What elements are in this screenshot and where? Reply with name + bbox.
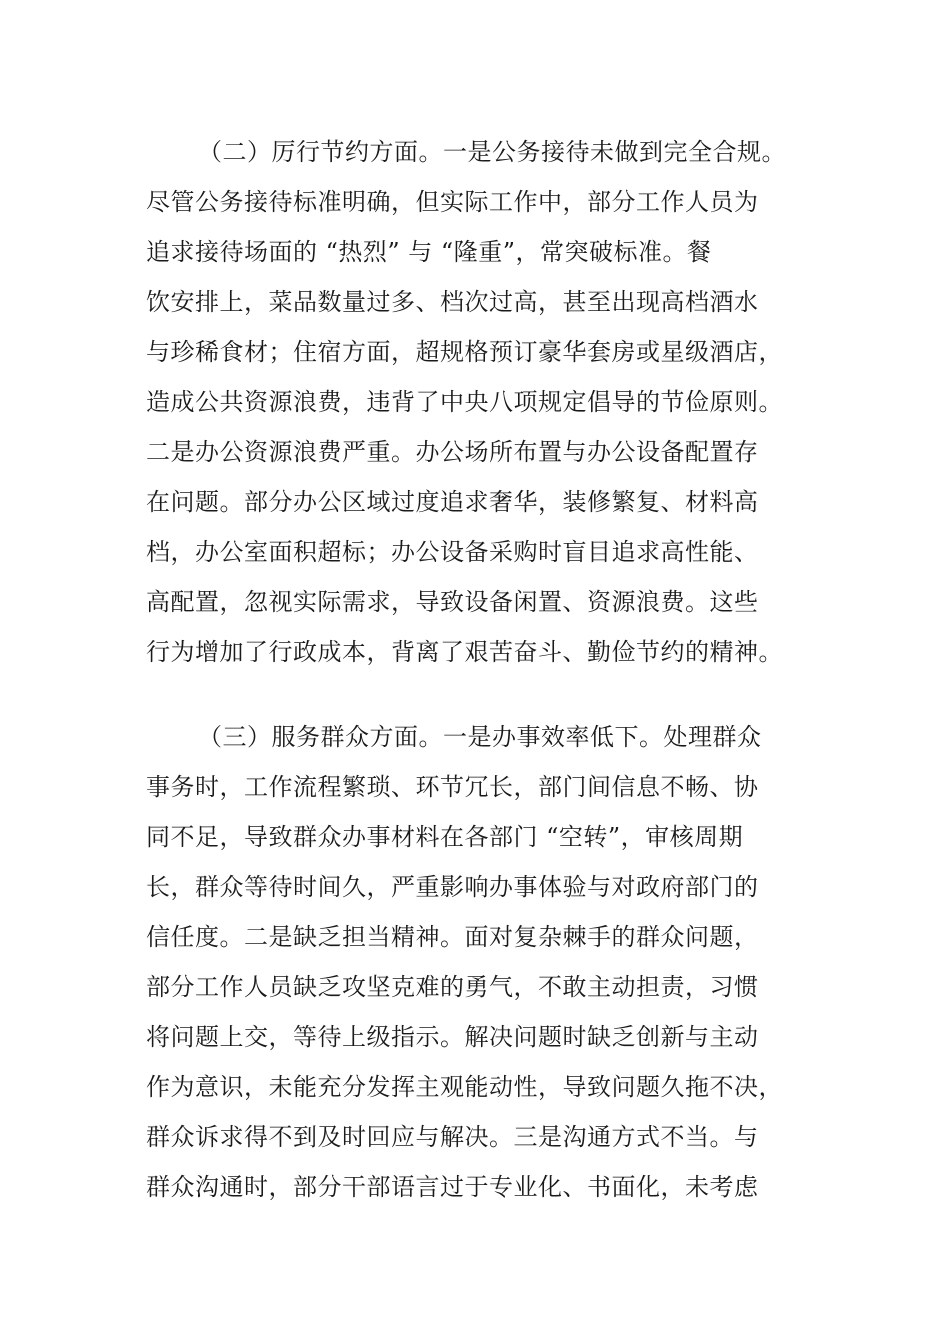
text-line: 尽管公务接待标准明确，但实际工作中，部分工作人员为 — [146, 188, 759, 216]
text-line: （二）厉行节约方面。一是公务接待未做到完全合规。 — [198, 138, 786, 166]
text-line: （三）服务群众方面。一是办事效率低下。处理群众 — [198, 723, 762, 751]
text-line: 高配置，忽视实际需求，导致设备闲置、资源浪费。这些 — [146, 588, 759, 616]
text-line: 作为意识，未能充分发挥主观能动性，导致问题久拖不决， — [146, 1073, 783, 1101]
text-line: 行为增加了行政成本，背离了艰苦奋斗、勤俭节约的精神。 — [146, 638, 783, 666]
text-line: 群众诉求得不到及时回应与解决。三是沟通方式不当。与 — [146, 1123, 759, 1151]
text-line: 部分工作人员缺乏攻坚克难的勇气，不敢主动担责，习惯 — [146, 973, 759, 1001]
text-line: 群众沟通时，部分干部语言过于专业化、书面化，未考虑 — [146, 1173, 759, 1201]
text-line: 同不足，导致群众办事材料在各部门 “空转”，审核周期 — [146, 823, 744, 851]
text-line: 事务时，工作流程繁琐、环节冗长，部门间信息不畅、协 — [146, 773, 759, 801]
text-line: 档，办公室面积超标；办公设备采购时盲目追求高性能、 — [146, 538, 759, 566]
text-line: 造成公共资源浪费，违背了中央八项规定倡导的节俭原则。 — [146, 388, 783, 416]
text-line: 二是办公资源浪费严重。办公场所布置与办公设备配置存 — [146, 438, 759, 466]
text-line: 追求接待场面的 “热烈” 与 “隆重”，常突破标准。餐 — [146, 238, 712, 266]
text-line: 长，群众等待时间久，严重影响办事体验与对政府部门的 — [146, 873, 759, 901]
text-line: 将问题上交，等待上级指示。解决问题时缺乏创新与主动 — [146, 1023, 759, 1051]
text-line: 信任度。二是缺乏担当精神。面对复杂棘手的群众问题， — [146, 923, 759, 951]
text-line: 在问题。部分办公区域过度追求奢华，装修繁复、材料高 — [146, 488, 759, 516]
text-line: 与珍稀食材；住宿方面，超规格预订豪华套房或星级酒店， — [146, 338, 783, 366]
text-line: 饮安排上，菜品数量过多、档次过高，甚至出现高档酒水 — [146, 288, 759, 316]
